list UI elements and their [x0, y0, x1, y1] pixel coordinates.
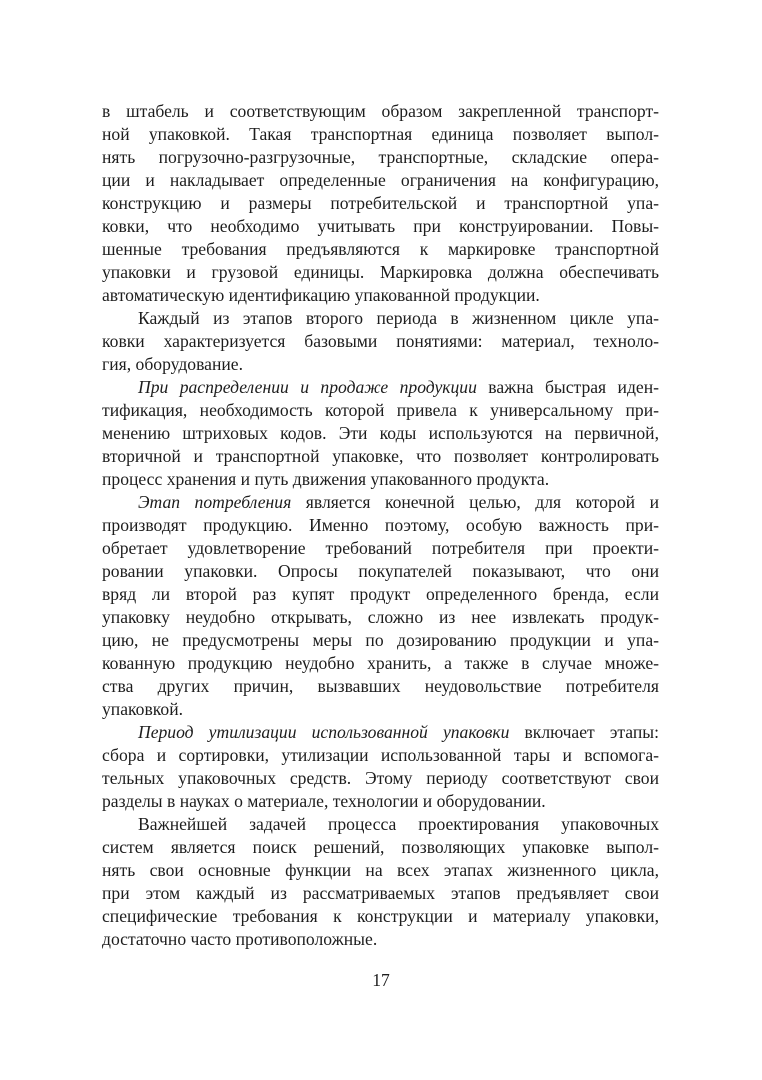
- paragraph: [102, 813, 659, 951]
- text-line: [102, 675, 659, 698]
- text-line: [102, 836, 659, 859]
- paragraph: [102, 491, 659, 721]
- text-segment: ровании упаковки. Опросы покупателей показывают, что они: [102, 561, 659, 581]
- text-segment: менению штриховых кодов. Эти коды используются на первичной,: [102, 423, 659, 443]
- text-line: [102, 192, 659, 215]
- page-body: [102, 100, 659, 951]
- text-segment: процесс хранения и путь движения упакованного продукта.: [102, 469, 550, 489]
- text-line: [102, 859, 659, 882]
- text-line: [102, 905, 659, 928]
- text-segment: ства других причин, вызвавших неудовольствие потребителя: [102, 676, 659, 696]
- text-line: [102, 652, 659, 675]
- text-segment: производят продукцию. Именно поэтому, особую важность при-: [102, 515, 659, 535]
- text-segment: разделы в науках о материале, технологии и оборудовании.: [102, 791, 546, 811]
- text-segment: упаковкой.: [102, 699, 184, 719]
- paragraph: [102, 721, 659, 813]
- text-segment: включает этапы:: [509, 722, 659, 742]
- text-segment: тельных упаковочных средств. Этому периоду соответствуют свои: [102, 768, 659, 788]
- text-segment: вряд ли второй раз купят продукт определенного бренда, если: [102, 584, 659, 604]
- text-line: [102, 123, 659, 146]
- text-segment: достаточно часто противоположные.: [102, 929, 378, 949]
- text-line: [102, 238, 659, 261]
- text-line: [102, 928, 659, 951]
- text-segment: гия, оборудование.: [102, 354, 243, 374]
- text-line: [102, 307, 659, 330]
- text-segment: важна быстрая иден-: [476, 377, 659, 397]
- text-segment: является конечной целью, для которой и: [291, 492, 659, 512]
- text-segment: вторичной и транспортной упаковке, что позволяет контролировать: [102, 446, 659, 466]
- text-segment: Каждый из этапов второго периода в жизненном цикле упа-: [138, 308, 659, 328]
- text-segment: цию, не предусмотрены меры по дозированию продукции и упа-: [102, 630, 659, 650]
- page-number: 17: [372, 970, 390, 990]
- text-line: [102, 698, 659, 721]
- text-segment: тификация, необходимость которой привела к универсальному при-: [102, 400, 659, 420]
- paragraph: [102, 100, 659, 307]
- text-line: [102, 215, 659, 238]
- text-line: [102, 169, 659, 192]
- text-segment: шенные требования предъявляются к маркировке транспортной: [102, 239, 659, 259]
- text-line: [102, 261, 659, 284]
- text-line: [102, 721, 659, 744]
- text-line: [102, 491, 659, 514]
- text-line: [102, 629, 659, 652]
- text-segment: упаковки и грузовой единицы. Маркировка должна обеспечивать: [102, 262, 659, 282]
- paragraph: [102, 307, 659, 376]
- text-line: [102, 284, 659, 307]
- text-segment: в штабель и соответствующим образом закрепленной транспорт-: [102, 101, 659, 121]
- text-segment: кованную продукцию неудобно хранить, а также в случае множе-: [102, 653, 659, 673]
- text-line: [102, 445, 659, 468]
- text-line: [102, 146, 659, 169]
- text-segment: упаковку неудобно открывать, сложно из нее извлекать продук-: [102, 607, 659, 627]
- text-line: [102, 468, 659, 491]
- text-line: [102, 767, 659, 790]
- paragraph: [102, 376, 659, 491]
- text-segment: обретает удовлетворение требований потребителя при проекти-: [102, 538, 659, 558]
- italic-text-segment: При распределении и продаже продукции: [138, 377, 477, 397]
- text-segment: ковки характеризуется базовыми понятиями: материал, техноло-: [102, 331, 659, 351]
- text-line: [102, 744, 659, 767]
- text-segment: сбора и сортировки, утилизации использованной тары и вспомога-: [102, 745, 659, 765]
- text-line: [102, 330, 659, 353]
- italic-text-segment: Период утилизации использованной упаковки: [138, 722, 510, 742]
- text-line: [102, 606, 659, 629]
- text-segment: систем является поиск решений, позволяющих упаковке выпол-: [102, 837, 659, 857]
- text-segment: ковки, что необходимо учитывать при конструировании. Повы-: [102, 216, 659, 236]
- text-line: [102, 399, 659, 422]
- text-segment: конструкцию и размеры потребительской и транспортной упа-: [102, 193, 659, 213]
- text-line: [102, 882, 659, 905]
- text-line: [102, 353, 659, 376]
- text-segment: ной упаковкой. Такая транспортная единица позволяет выпол-: [102, 124, 659, 144]
- text-line: [102, 560, 659, 583]
- text-segment: нять свои основные функции на всех этапах жизненного цикла,: [102, 860, 659, 880]
- text-segment: специфические требования к конструкции и материалу упаковки,: [102, 906, 659, 926]
- text-line: [102, 514, 659, 537]
- text-segment: при этом каждый из рассматриваемых этапов предъявляет свои: [102, 883, 659, 903]
- italic-text-segment: Этап потребления: [138, 492, 292, 512]
- text-line: [102, 813, 659, 836]
- text-line: [102, 376, 659, 399]
- text-line: [102, 100, 659, 123]
- text-line: [102, 790, 659, 813]
- text-line: [102, 537, 659, 560]
- text-segment: ции и накладывает определенные ограничения на конфигурацию,: [102, 170, 659, 190]
- text-segment: автоматическую идентификацию упакованной продукции.: [102, 285, 540, 305]
- text-segment: Важнейшей задачей процесса проектирования упаковочных: [138, 814, 659, 834]
- text-line: [102, 422, 659, 445]
- text-line: [102, 583, 659, 606]
- text-segment: нять погрузочно-разгрузочные, транспортные, складские опера-: [102, 147, 659, 167]
